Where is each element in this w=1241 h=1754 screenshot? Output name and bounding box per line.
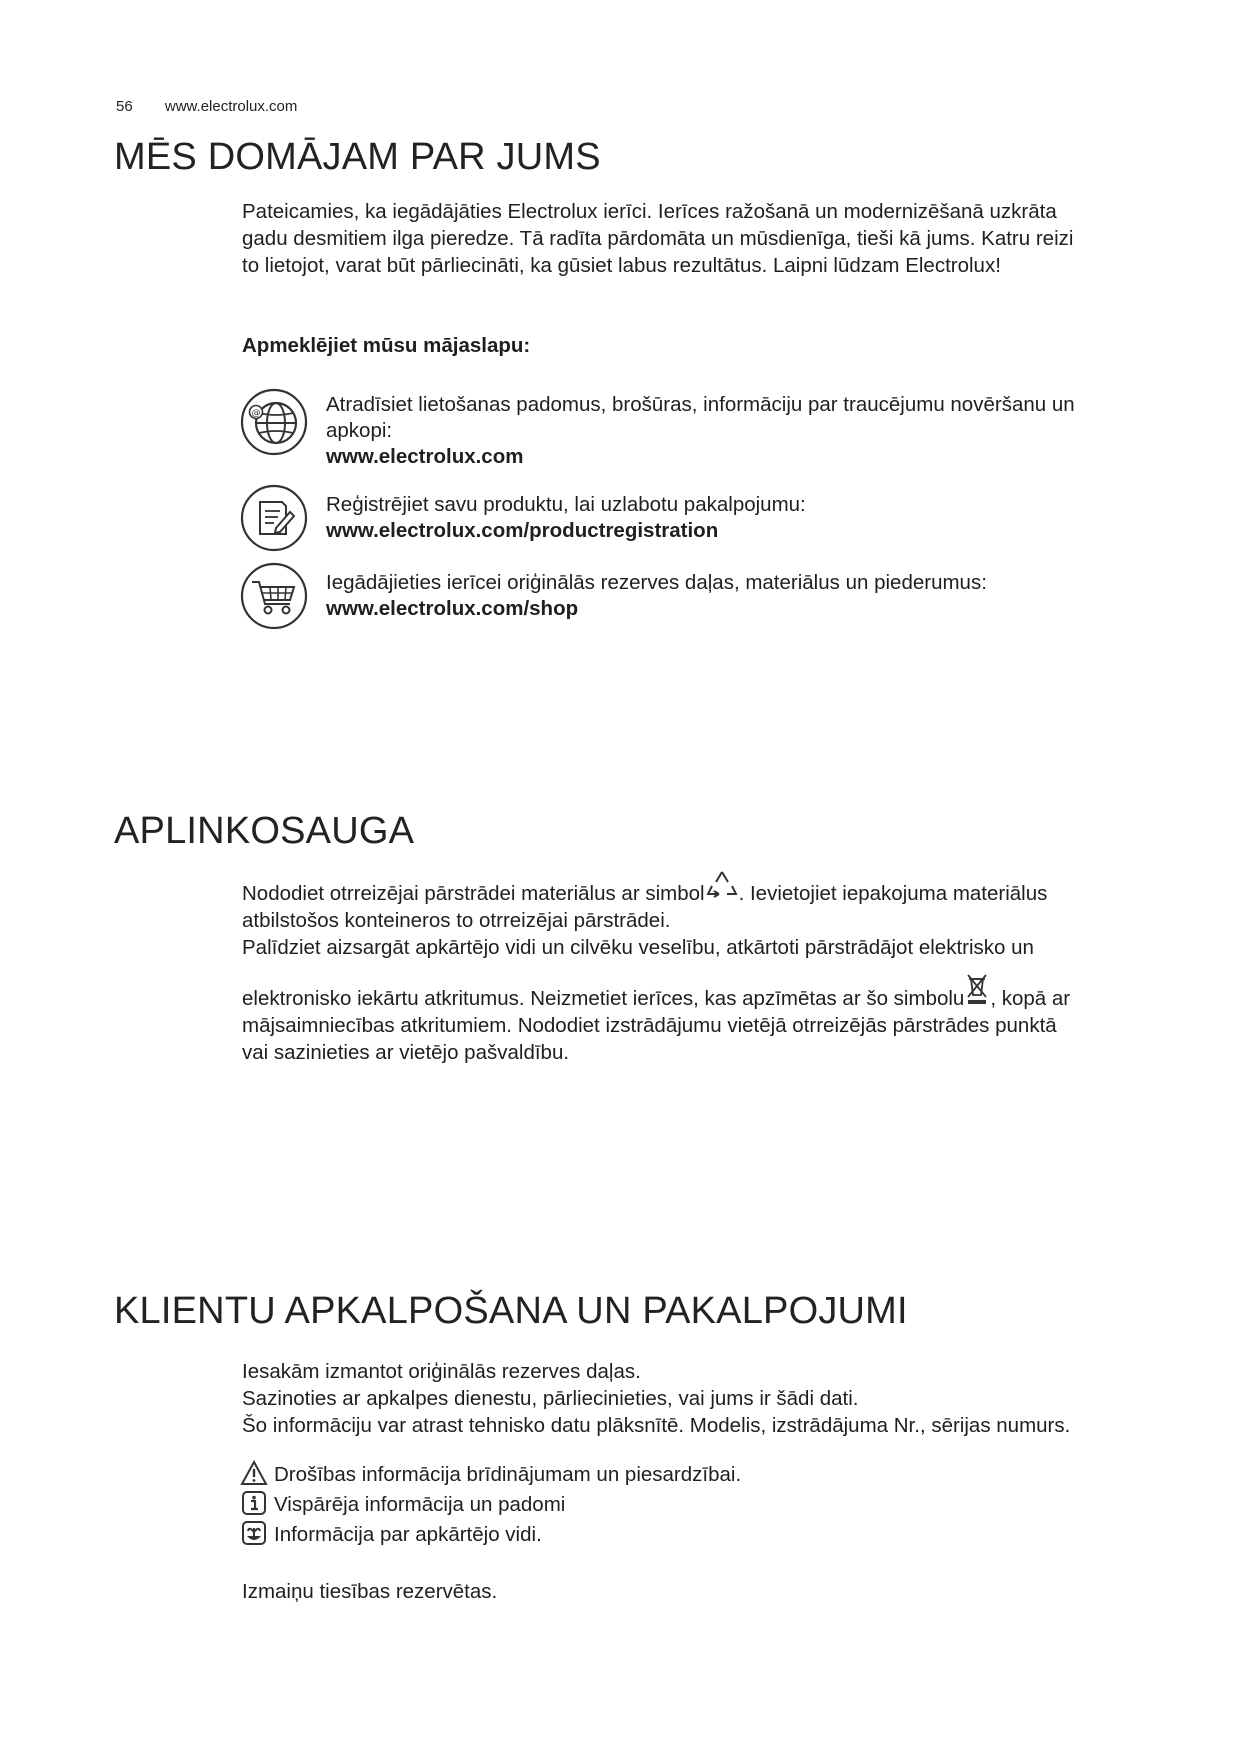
section-title-customer-care: KLIENTU APKALPOŠANA UN PAKALPOJUMI	[114, 1290, 908, 1332]
website-link[interactable]: www.electrolux.com	[326, 445, 524, 468]
section-title-thinking-of-you: MĒS DOMĀJAM PAR JUMS	[114, 136, 601, 178]
environment-line	[242, 870, 1142, 907]
environment-line: atbilstošos konteineros to otrreizējai pārstrādei.	[242, 909, 671, 932]
symbol-text-info: Vispārēja informācija un padomi	[274, 1493, 566, 1516]
customer-care-line: Iesakām izmantot oriģinālās rezerves daļas.	[242, 1360, 641, 1383]
environment-text: Nododiet otrreizējai pārstrādei materiālus ar simbol	[242, 882, 705, 905]
registration-item	[240, 484, 1160, 556]
page-header	[116, 98, 325, 115]
website-item-line: apkopi:	[326, 419, 393, 442]
intro-paragraph	[242, 198, 1142, 279]
environment-text: elektronisko iekārtu atkritumus. Neizmetiet ierīces, kas apzīmētas ar šo simbolu	[242, 987, 965, 1010]
shop-link[interactable]: www.electrolux.com/shop	[326, 597, 579, 620]
symbol-text-warning: Drošības informācija brīdinājumam un piesardzībai.	[274, 1463, 742, 1486]
intro-line: Pateicamies, ka iegādājāties Electrolux ierīci. Ierīces ražošanā un modernizēšanā uzkrāta	[242, 200, 1057, 223]
section-title-environment: APLINKOSAUGA	[114, 810, 415, 852]
rights-reserved: Izmaiņu tiesības rezervētas.	[242, 1580, 498, 1603]
environment-text: . Ievietojiet iepakojuma materiālus	[738, 882, 1048, 905]
environment-line: Palīdziet aizsargāt apkārtējo vidi un cilvēku veselību, atkārtoti pārstrādājot elektrisko un	[242, 936, 1034, 959]
intro-line: to lietojot, varat būt pārliecināti, ka gūsiet labus rezultātus. Laipni lūdzam Electrolux!	[242, 254, 1001, 277]
environment-line: vai sazinieties ar vietējo pašvaldību.	[242, 1041, 570, 1064]
warning-icon	[240, 1460, 268, 1486]
customer-care-paragraph	[242, 1358, 1142, 1439]
customer-care-line: Šo informāciju var atrast tehnisko datu plāksnītē. Modelis, izstrādājuma Nr., sērijas numurs.	[242, 1414, 1071, 1437]
info-icon	[240, 1490, 268, 1516]
header-site: www.electrolux.com	[164, 98, 298, 115]
shop-item-text	[326, 570, 1166, 622]
shop-item-line: Iegādājieties ierīcei oriģinālās rezerves daļas, materiālus un piederumus:	[326, 571, 987, 594]
shop-item	[240, 562, 1160, 634]
website-item	[240, 388, 1160, 468]
environment-paragraph	[242, 870, 1142, 1066]
website-item-line: Atradīsiet lietošanas padomus, brošūras, informāciju par traucējumu novēršanu un	[326, 393, 1075, 416]
registration-link[interactable]: www.electrolux.com/productregistration	[326, 519, 719, 542]
website-item-text	[326, 392, 1166, 470]
shopping-cart-icon	[240, 562, 308, 630]
symbol-row-environment	[240, 1520, 542, 1550]
customer-care-line: Sazinoties ar apkalpes dienestu, pārliecinieties, vai jums ir šādi dati.	[242, 1387, 859, 1410]
recycle-icon	[705, 870, 739, 902]
symbol-row-info	[240, 1490, 565, 1520]
environment-icon	[240, 1520, 268, 1546]
registration-item-line: Reģistrējiet savu produktu, lai uzlabotu pakalpojumu:	[326, 493, 806, 516]
symbol-text-environment: Informācija par apkārtējo vidi.	[274, 1523, 542, 1546]
visit-label: Apmeklējiet mūsu mājaslapu:	[242, 334, 531, 357]
globe-icon	[240, 388, 308, 456]
page-number: 56	[116, 98, 133, 115]
environment-text: , kopā ar	[990, 987, 1071, 1010]
registration-icon	[240, 484, 308, 552]
weee-bin-icon	[964, 973, 990, 1007]
intro-line: gadu desmitiem ilga pieredze. Tā radīta pārdomāta un mūsdienīga, tieši kā jums. Katru reizi	[242, 227, 1074, 250]
symbol-row-warning	[240, 1460, 741, 1490]
environment-line: mājsaimniecības atkritumiem. Nododiet izstrādājumu vietējā otrreizējās pārstrādes punktā	[242, 1014, 1057, 1037]
environment-line	[242, 973, 1142, 1012]
registration-item-text	[326, 492, 1166, 544]
svg-text:@: @	[251, 408, 261, 419]
